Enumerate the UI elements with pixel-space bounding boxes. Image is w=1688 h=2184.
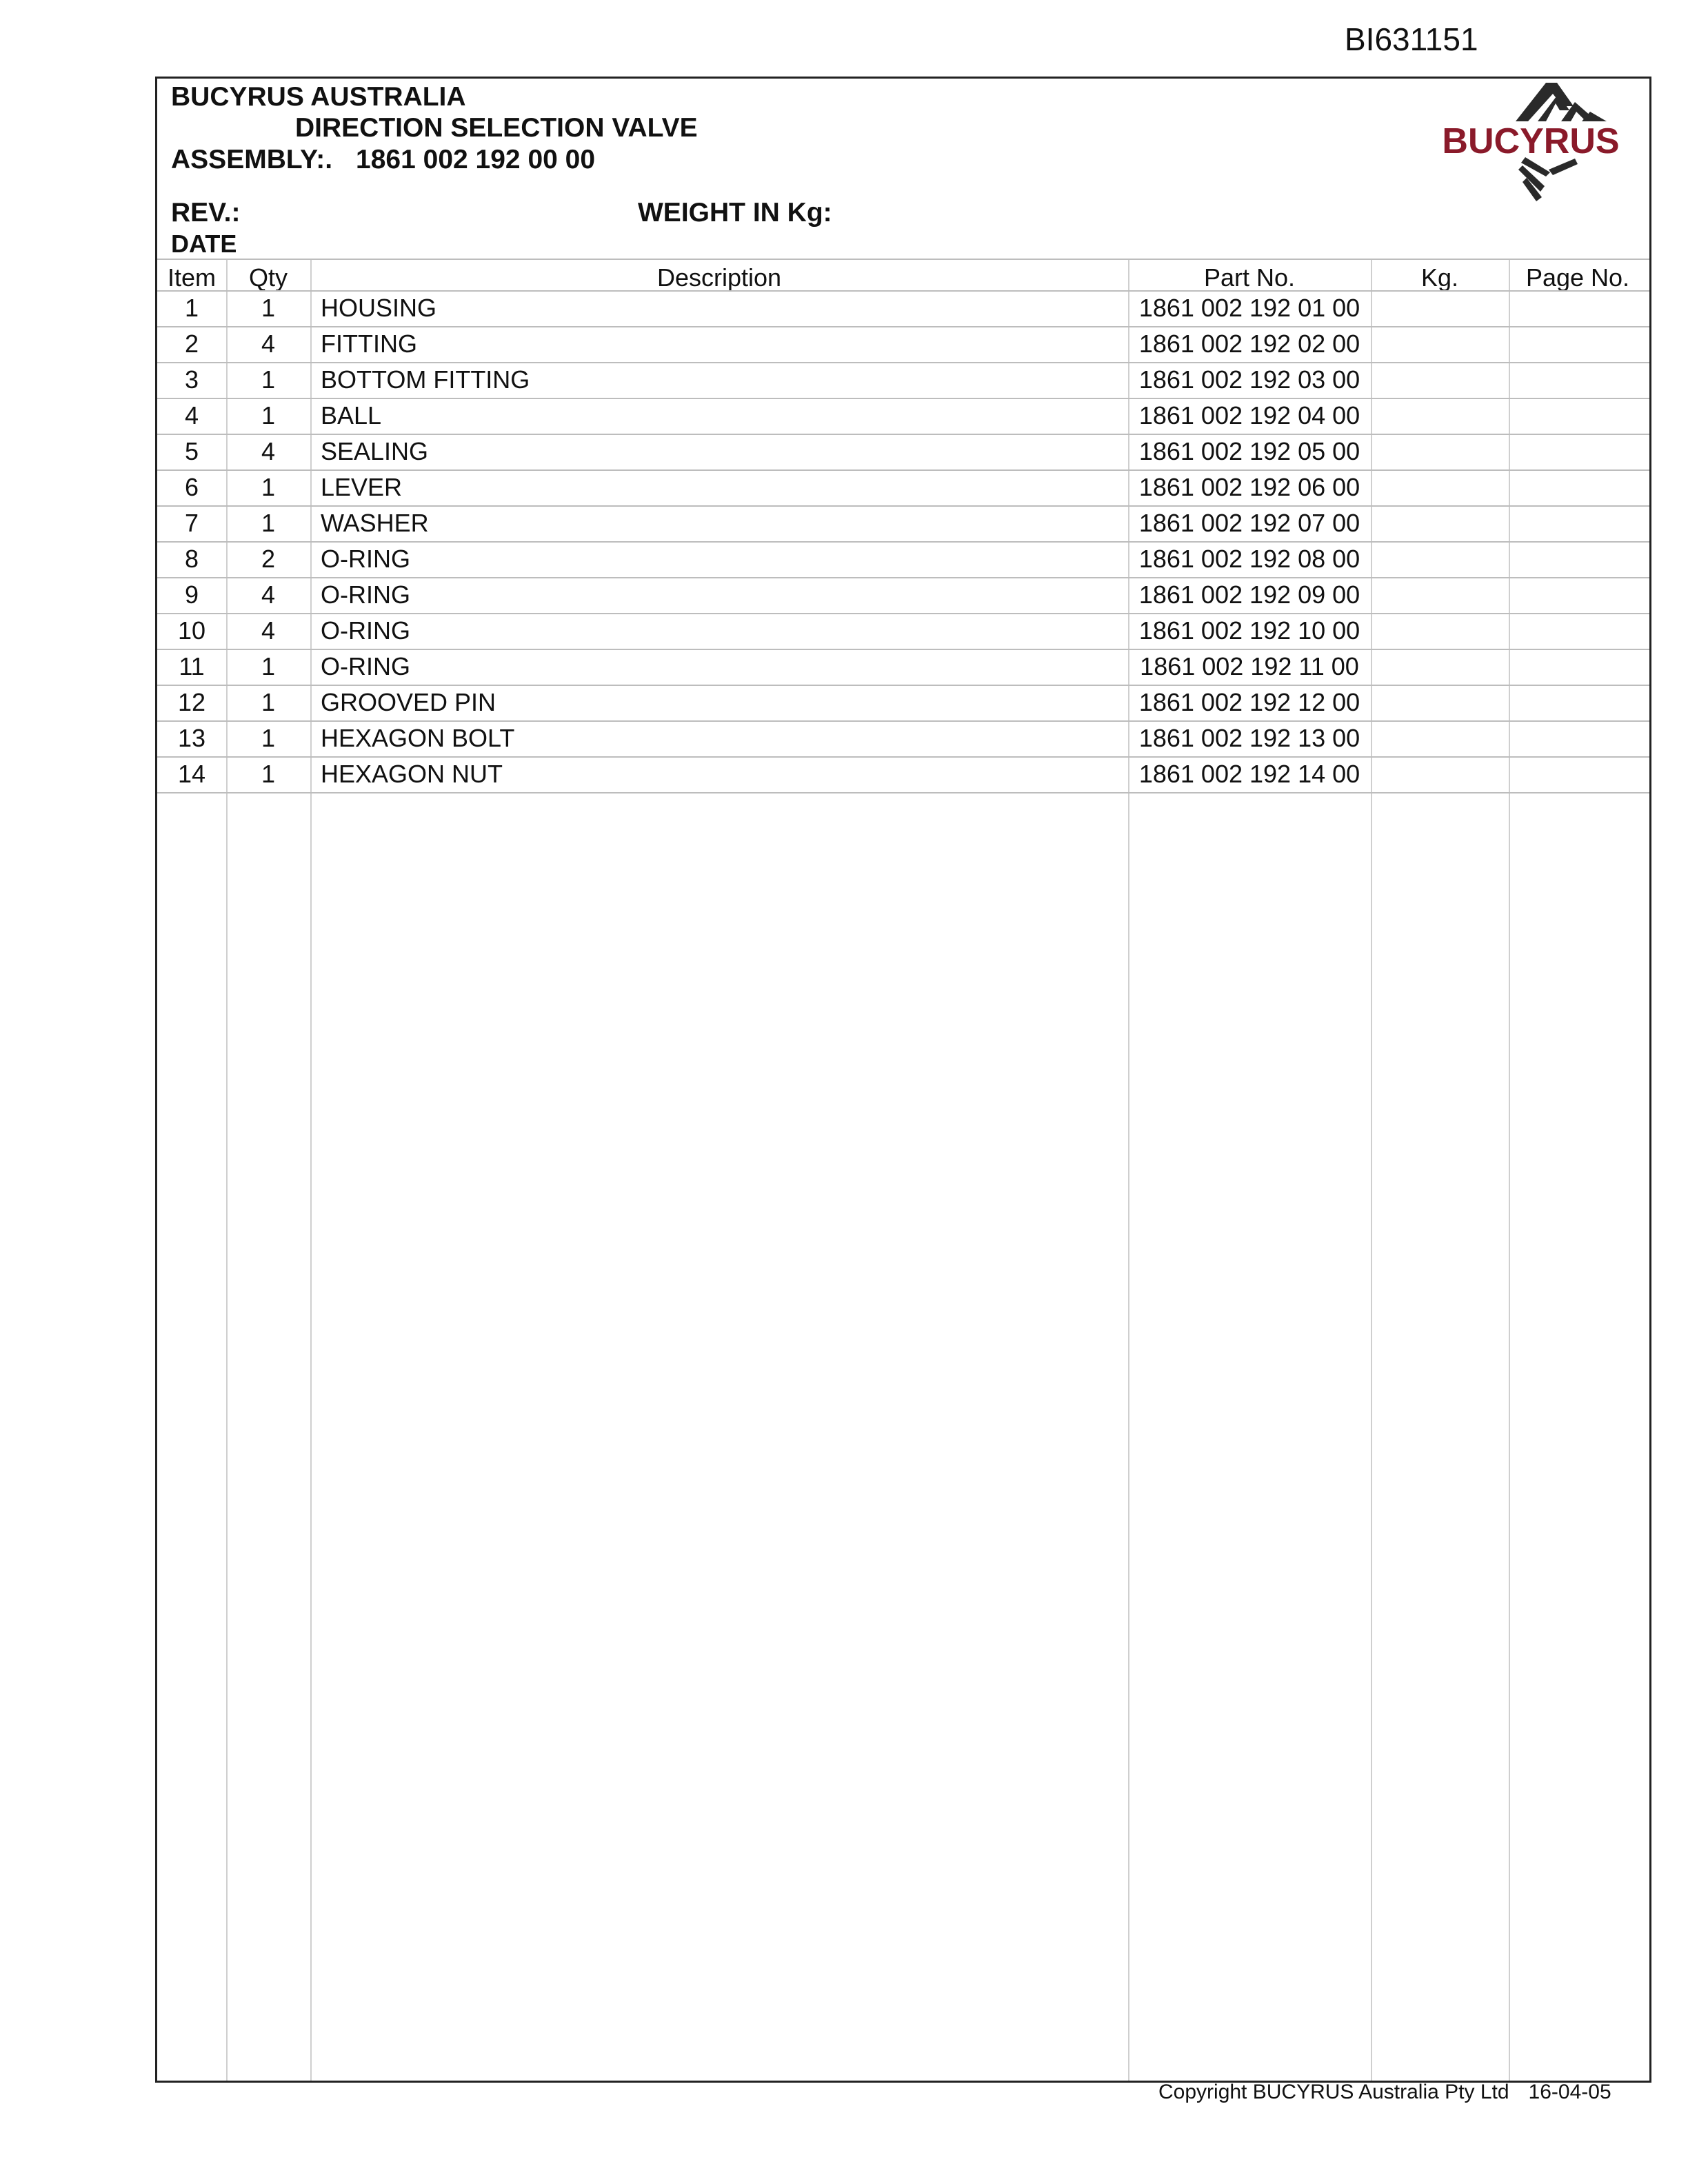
cell-qty: 1 (261, 509, 276, 537)
cell-part-no: 1861 002 192 12 00 (1138, 688, 1360, 716)
rev-label: REV.: (171, 198, 241, 228)
table-row (157, 290, 1649, 326)
cell-item: 4 (184, 401, 199, 429)
table-row (157, 434, 1649, 469)
cell-description: O-RING (321, 545, 410, 573)
cell-item: 2 (184, 330, 199, 358)
cell-item: 13 (177, 724, 206, 752)
cell-item: 3 (184, 365, 199, 394)
cell-qty: 1 (261, 688, 276, 716)
cell-description: HOUSING (321, 294, 437, 322)
column-header-part-no: Part No. (1203, 263, 1296, 292)
cell-part-no: 1861 002 192 14 00 (1138, 760, 1360, 788)
date-label: DATE (171, 230, 237, 258)
cell-item: 10 (177, 616, 206, 645)
cell-qty: 4 (261, 437, 276, 465)
cell-part-no: 1861 002 192 03 00 (1138, 365, 1360, 394)
cell-page-no (1509, 541, 1647, 577)
cell-qty: 2 (261, 545, 276, 573)
cell-kg (1371, 613, 1509, 649)
cell-kg (1371, 505, 1509, 541)
document-id: BI631151 (1345, 21, 1478, 57)
cell-description: O-RING (321, 616, 410, 645)
cell-part-no: 1861 002 192 01 00 (1138, 294, 1360, 322)
cell-kg (1371, 756, 1509, 792)
cell-qty: 1 (261, 401, 276, 429)
parts-list-frame (155, 77, 1651, 2083)
cell-kg (1371, 720, 1509, 756)
cell-part-no: 1861 002 192 08 00 (1138, 545, 1360, 573)
cell-description: BOTTOM FITTING (321, 365, 530, 394)
cell-description: HEXAGON NUT (321, 760, 503, 788)
table-row (157, 613, 1649, 649)
table-row (157, 541, 1649, 577)
cell-qty: 4 (261, 580, 276, 609)
cell-part-no: 1861 002 192 09 00 (1138, 580, 1360, 609)
cell-page-no (1509, 720, 1647, 756)
table-row (157, 577, 1649, 613)
cell-part-no: 1861 002 192 06 00 (1138, 473, 1360, 501)
cell-qty: 1 (261, 760, 276, 788)
cell-item: 7 (184, 509, 199, 537)
cell-item: 11 (179, 652, 205, 680)
cell-part-no: 1861 002 192 11 00 (1140, 652, 1359, 680)
cell-part-no: 1861 002 192 05 00 (1138, 437, 1360, 465)
copyright-text: Copyright BUCYRUS Australia Pty Ltd (1158, 2081, 1509, 2103)
document-title: DIRECTION SELECTION VALVE (295, 113, 698, 143)
assembly-number: 1861 002 192 00 00 (356, 145, 596, 174)
cell-description: LEVER (321, 473, 403, 501)
cell-qty: 4 (261, 616, 276, 645)
table-row (157, 398, 1649, 434)
cell-kg (1371, 541, 1509, 577)
table-row (157, 685, 1649, 720)
cell-item: 6 (184, 473, 199, 501)
cell-description: HEXAGON BOLT (321, 724, 515, 752)
cell-kg (1371, 685, 1509, 720)
cell-qty: 1 (261, 652, 276, 680)
table-row (157, 720, 1649, 756)
cell-item: 9 (184, 580, 199, 609)
cell-item: 5 (184, 437, 199, 465)
cell-item: 8 (184, 545, 199, 573)
assembly-line (171, 145, 595, 175)
cell-kg (1371, 434, 1509, 469)
cell-page-no (1509, 362, 1647, 398)
cell-part-no: 1861 002 192 10 00 (1138, 616, 1360, 645)
column-header-qty: Qty (248, 263, 288, 292)
cell-qty: 1 (261, 473, 276, 501)
cell-description: GROOVED PIN (321, 688, 496, 716)
cell-page-no (1509, 326, 1647, 362)
weight-label: WEIGHT IN Kg: (638, 198, 832, 228)
cell-qty: 4 (261, 330, 276, 358)
table-row (157, 469, 1649, 505)
table-row (157, 326, 1649, 362)
cell-qty: 1 (261, 294, 276, 322)
cell-page-no (1509, 756, 1647, 792)
cell-part-no: 1861 002 192 13 00 (1138, 724, 1360, 752)
cell-kg (1371, 469, 1509, 505)
cell-part-no: 1861 002 192 04 00 (1138, 401, 1360, 429)
cell-page-no (1509, 398, 1647, 434)
column-header-description: Description (656, 263, 782, 292)
cell-description: SEALING (321, 437, 429, 465)
table-row (157, 505, 1649, 541)
cell-page-no (1509, 505, 1647, 541)
cell-qty: 1 (261, 365, 276, 394)
table-row (157, 756, 1649, 792)
footer (1158, 2081, 1611, 2104)
cell-description: O-RING (321, 652, 410, 680)
cell-kg (1371, 577, 1509, 613)
bucyrus-logo (1434, 79, 1634, 210)
cell-page-no (1509, 613, 1647, 649)
cell-qty: 1 (261, 724, 276, 752)
cell-part-no: 1861 002 192 07 00 (1138, 509, 1360, 537)
cell-kg (1371, 326, 1509, 362)
cell-part-no: 1861 002 192 02 00 (1138, 330, 1360, 358)
company-name: BUCYRUS AUSTRALIA (171, 82, 466, 112)
cell-kg (1371, 398, 1509, 434)
cell-page-no (1509, 577, 1647, 613)
cell-page-no (1509, 469, 1647, 505)
column-header-item: Item (167, 263, 216, 292)
cell-kg (1371, 649, 1509, 685)
cell-item: 12 (177, 688, 206, 716)
cell-item: 1 (184, 294, 199, 322)
cell-kg (1371, 290, 1509, 326)
table-row (157, 649, 1649, 685)
cell-description: FITTING (321, 330, 417, 358)
cell-page-no (1509, 649, 1647, 685)
column-header-page-no: Page No. (1525, 263, 1630, 292)
assembly-label: ASSEMBLY:. (171, 145, 333, 174)
cell-page-no (1509, 685, 1647, 720)
footer-date: 16-04-05 (1528, 2081, 1611, 2103)
cell-page-no (1509, 290, 1647, 326)
cell-kg (1371, 362, 1509, 398)
column-header-kg: Kg. (1420, 263, 1459, 292)
row-rule (157, 792, 1649, 793)
cell-item: 14 (177, 760, 206, 788)
cell-description: O-RING (321, 580, 410, 609)
logo-wordmark: BUCYRUS (1442, 121, 1620, 161)
cell-page-no (1509, 434, 1647, 469)
cell-description: BALL (321, 401, 382, 429)
table-row (157, 362, 1649, 398)
cell-description: WASHER (321, 509, 429, 537)
